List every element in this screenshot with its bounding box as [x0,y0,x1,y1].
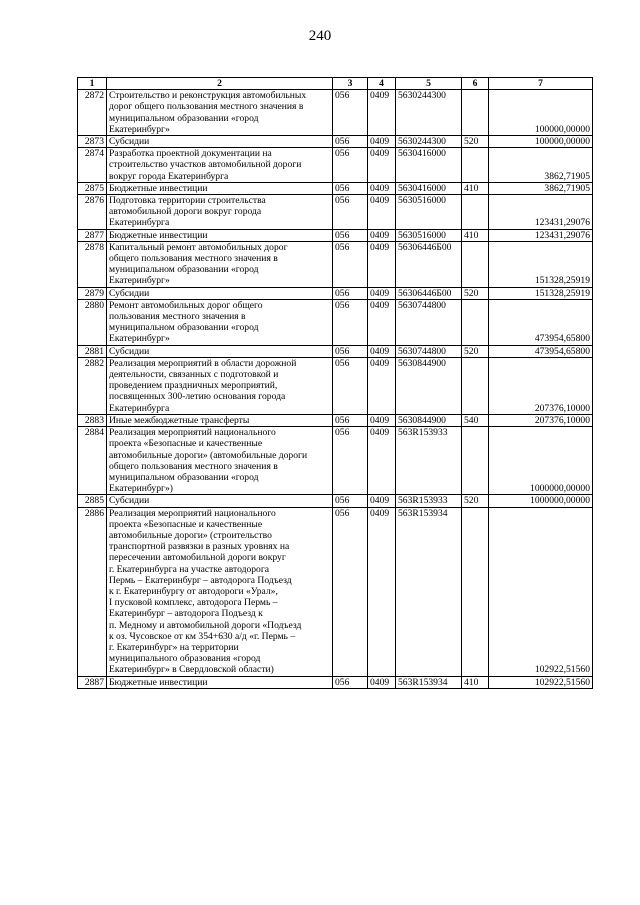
row-code-expense-type [462,241,489,287]
row-description: Бюджетные инвестиции [107,676,333,688]
row-number: 2875 [78,182,107,194]
row-code-expense-type [462,148,489,183]
row-amount: 123431,29076 [489,195,593,230]
row-number: 2885 [78,495,107,507]
row-code-section: 0409 [368,136,396,148]
row-code-target: 5630516000 [396,195,462,230]
row-code-expense-type: 520 [462,287,489,299]
table-row [78,676,593,688]
row-code-section: 0409 [368,241,396,287]
row-number: 2874 [78,148,107,183]
row-number: 2880 [78,299,107,345]
row-code-ministry: 056 [333,676,368,688]
row-code-section: 0409 [368,676,396,688]
row-amount: 151328,25919 [489,287,593,299]
row-code-target: 563R153933 [396,495,462,507]
row-code-section: 0409 [368,287,396,299]
header-row [78,78,593,90]
row-amount: 3862,71905 [489,182,593,194]
row-code-target: 56306446Б00 [396,287,462,299]
row-code-section: 0409 [368,414,396,426]
table-row [78,229,593,241]
page-number: 240 [308,28,332,44]
row-code-section: 0409 [368,182,396,194]
table-body [78,90,593,689]
column-header: 4 [368,78,396,90]
table-row [78,287,593,299]
row-description: Строительство и реконструкция автомобильных дорог общего пользования местного значения в муниципальном образовании «город Екатеринбург» [107,90,333,136]
row-number: 2879 [78,287,107,299]
row-code-section: 0409 [368,495,396,507]
column-header: 2 [107,78,333,90]
row-number: 2881 [78,345,107,357]
row-code-expense-type: 540 [462,414,489,426]
budget-table [77,77,593,689]
row-code-target: 5630516000 [396,229,462,241]
row-code-expense-type: 520 [462,345,489,357]
row-code-target: 563R153934 [396,676,462,688]
row-code-target: 5630744800 [396,299,462,345]
row-code-ministry: 056 [333,287,368,299]
row-amount: 1000000,00000 [489,427,593,495]
row-description: Бюджетные инвестиции [107,182,333,194]
table-row [78,241,593,287]
row-number: 2878 [78,241,107,287]
table-row [78,148,593,183]
row-amount: 100000,00000 [489,136,593,148]
column-header: 5 [396,78,462,90]
row-code-ministry: 056 [333,427,368,495]
table-row [78,195,593,230]
row-code-target: 5630416000 [396,148,462,183]
row-amount: 207376,10000 [489,414,593,426]
row-code-section: 0409 [368,229,396,241]
row-code-expense-type: 410 [462,182,489,194]
row-number: 2882 [78,357,107,414]
table-row [78,357,593,414]
row-code-target: 5630844900 [396,414,462,426]
row-code-expense-type [462,357,489,414]
row-code-section: 0409 [368,195,396,230]
row-code-ministry: 056 [333,299,368,345]
row-code-target: 5630244300 [396,90,462,136]
row-code-section: 0409 [368,90,396,136]
row-amount: 1000000,00000 [489,495,593,507]
row-code-ministry: 056 [333,182,368,194]
row-code-ministry: 056 [333,90,368,136]
table-row [78,414,593,426]
row-amount: 102922,51560 [489,676,593,688]
row-description: Субсидии [107,287,333,299]
table-row [78,427,593,495]
row-description: Иные межбюджетные трансферты [107,414,333,426]
row-number: 2884 [78,427,107,495]
row-number: 2876 [78,195,107,230]
row-amount: 123431,29076 [489,229,593,241]
row-code-section: 0409 [368,148,396,183]
row-code-section: 0409 [368,299,396,345]
row-code-ministry: 056 [333,136,368,148]
row-amount: 100000,00000 [489,90,593,136]
row-code-expense-type: 410 [462,676,489,688]
column-header: 7 [489,78,593,90]
table-row [78,299,593,345]
row-code-expense-type: 520 [462,136,489,148]
column-header: 3 [333,78,368,90]
row-code-target: 563R153933 [396,427,462,495]
table-row [78,136,593,148]
row-code-expense-type [462,195,489,230]
column-header: 6 [462,78,489,90]
row-description: Подготовка территории строительства автомобильной дороги вокруг города Екатеринбурга [107,195,333,230]
row-code-expense-type: 410 [462,229,489,241]
row-code-ministry: 056 [333,241,368,287]
row-description: Капитальный ремонт автомобильных дорог общего пользования местного значения в муниципальном образовании «город Екатеринбург» [107,241,333,287]
row-amount: 207376,10000 [489,357,593,414]
row-code-ministry: 056 [333,195,368,230]
row-number: 2872 [78,90,107,136]
column-header: 1 [78,78,107,90]
table-row [78,182,593,194]
row-code-section: 0409 [368,507,396,676]
row-code-target: 563R153934 [396,507,462,676]
row-description: Субсидии [107,495,333,507]
row-code-expense-type [462,90,489,136]
row-code-expense-type: 520 [462,495,489,507]
row-number: 2886 [78,507,107,676]
table-row [78,345,593,357]
row-number: 2883 [78,414,107,426]
row-description: Бюджетные инвестиции [107,229,333,241]
row-code-target: 5630244300 [396,136,462,148]
row-amount: 102922,51560 [489,507,593,676]
row-amount: 151328,25919 [489,241,593,287]
row-code-ministry: 056 [333,507,368,676]
row-amount: 473954,65800 [489,345,593,357]
row-description: Реализация мероприятий национального проекта «Безопасные и качественные автомобильные дороги» (автомобильные дороги общего пользования местного значения в муниципальном образовании «город Екатеринбург») [107,427,333,495]
row-description: Субсидии [107,136,333,148]
table-header [78,78,593,90]
row-code-target: 5630844900 [396,357,462,414]
row-code-ministry: 056 [333,414,368,426]
row-amount: 3862,71905 [489,148,593,183]
row-description: Субсидии [107,345,333,357]
row-code-ministry: 056 [333,148,368,183]
row-code-target: 5630416000 [396,182,462,194]
row-number: 2873 [78,136,107,148]
row-code-ministry: 056 [333,357,368,414]
row-description: Ремонт автомобильных дорог общего пользования местного значения в муниципальном образовании «город Екатеринбург» [107,299,333,345]
row-code-target: 5630744800 [396,345,462,357]
row-code-ministry: 056 [333,229,368,241]
row-code-ministry: 056 [333,345,368,357]
row-description: Реализация мероприятий национального проекта «Безопасные и качественные автомобильные дороги» (строительство транспортной развязки в разных уровнях на пересечении автомобильной дороги вокруг г. Екатеринбурга на участке автодорога Пермь – Екатеринбург – автодорога Подъезд к г. Екатеринбургу от автодороги «Урал», I пусковой комплекс, автодорога Пермь – Екатеринбург – автодорога Подъезд к п. Медному и автомобильной дороги «Подъезд к оз. Чусовское от км 354+630 а/д «г. Пермь – г. Екатеринбург» на территории муниципального образования «город Екатеринбург» в Свердловской области) [107,507,333,676]
row-number: 2887 [78,676,107,688]
row-code-section: 0409 [368,345,396,357]
row-code-section: 0409 [368,357,396,414]
row-code-ministry: 056 [333,495,368,507]
table-row [78,495,593,507]
row-code-expense-type [462,507,489,676]
table-row [78,507,593,676]
row-description: Реализация мероприятий в области дорожной деятельности, связанных с подготовкой и проведением праздничных мероприятий, посвященных 300-летию основания города Екатеринбурга [107,357,333,414]
row-code-expense-type [462,299,489,345]
row-number: 2877 [78,229,107,241]
table-row [78,90,593,136]
row-amount: 473954,65800 [489,299,593,345]
row-code-target: 56306446Б00 [396,241,462,287]
row-code-section: 0409 [368,427,396,495]
row-code-expense-type [462,427,489,495]
row-description: Разработка проектной документации на строительство участков автомобильной дороги вокруг города Екатеринбурга [107,148,333,183]
